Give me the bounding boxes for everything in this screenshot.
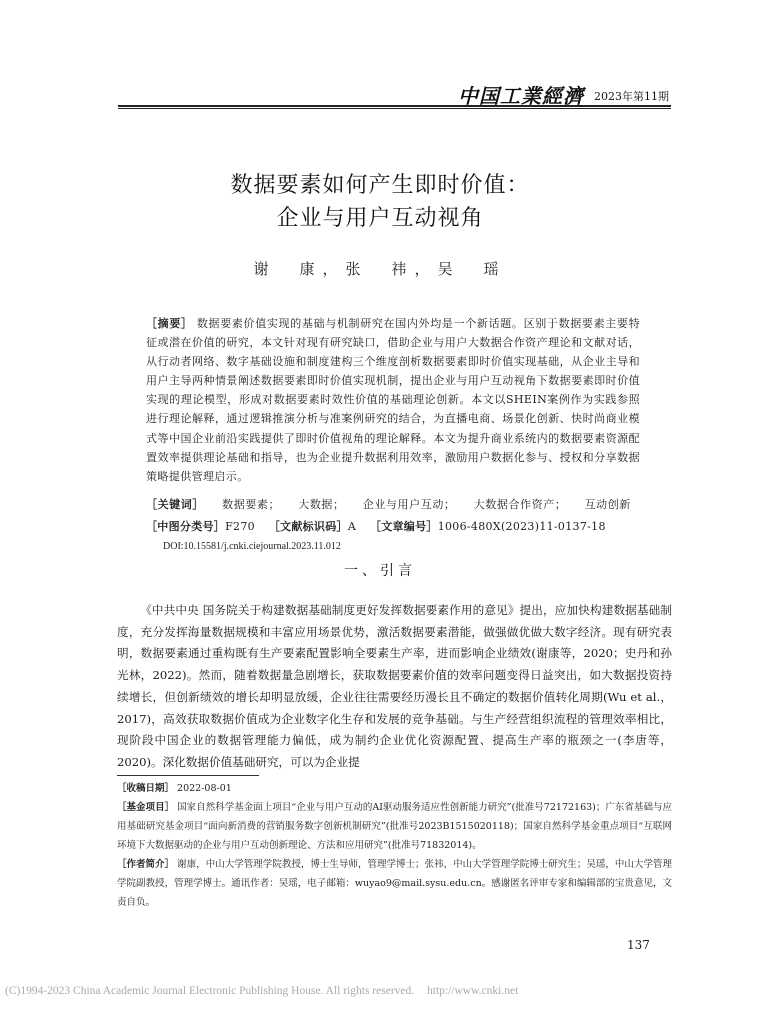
header-rule-thin: [118, 108, 671, 109]
clc-label: ［中图分类号］: [146, 520, 226, 533]
page-number: 137: [627, 938, 650, 952]
footnote-author: [117, 856, 672, 912]
title-line-1: 数据要素如何产生即时价值：: [230, 173, 530, 198]
journal-logo: 中国工業經濟: [458, 84, 584, 108]
issue-label: 2023年第11期: [594, 90, 669, 103]
clc-value: F270: [225, 520, 255, 533]
footnote-rule: [117, 775, 259, 776]
keyword-item: 大数据合作资产；: [473, 498, 567, 511]
received-label: ［收稿日期］: [117, 783, 175, 794]
keyword-item: 企业与用户互动；: [362, 498, 456, 511]
keywords: [146, 496, 631, 512]
abstract-text: 数据要素价值实现的基础与机制研究在国内外均是一个新话题。区别于数据要素主要特征或潜在价值的研究，本文针对现有研究缺口，借助企业与用户大数据合作资产理论和文献对话，从行动者网络、数字基础设施和制度建构三个维度剖析数据要素即时价值实现基础，从企业主导和用户主导两种情景阐述数据要素即时价值实现机制，提出企业与用户互动视角下数据要素即时价值实现的理论模型，形成对数据要素时效性价值的基础理论创新。本文以SHEIN案例作为实践参照进行理论解释，通过逻辑推演分析与准案例研究的结合，为直播电商、场景化创新、快时尚商业模式等中国企业前沿实践提供了即时价值视角的理论解释。本文为提升商业系统内的数据要素资源配置效率提供理论基础和指导，也为企业提升数据利用效率，激励用户数据化参与、授权和分享数据策略提供管理启示。: [146, 317, 640, 483]
abstract: [146, 314, 640, 486]
body-paragraph: 《中共中央 国务院关于构建数据基础制度更好发挥数据要素作用的意见》提出，应加快构建数据基础制度，充分发挥海量数据规模和丰富应用场景优势，激活数据要素潜能，做强做优做大数字经济。现有研究表明，数据要素通过重构既有生产要素配置影响全要素生产率，进而影响企业绩效(谢康等，2020；史丹和孙光林，2022)。然而，随着数据量急剧增长，获取数据要素价值的效率问题变得日益突出，如大数据投资持续增长，但创新绩效的增长却明显放缓，企业往往需要经历漫长且不确定的数据价值转化周期(Wu et al.，2017)，高效获取数据价值成为企业数字化生存和发展的竞争基础。与生产经营组织流程的管理效率相比，现阶段中国企业的数据管理能力偏低，成为制约企业优化资源配置、提高生产率的瓶颈之一(李唐等，2020)。深化数据价值基础研究，可以为企业提: [117, 603, 672, 769]
section-heading: 一、引言: [344, 563, 416, 579]
classification-line: [146, 518, 606, 534]
copyright-text: (C)1994-2023 China Academic Journal Electronic Publishing House. All rights reserved.: [5, 985, 415, 997]
header-rule: [118, 105, 671, 107]
footer-url-link[interactable]: http://www.cnki.net: [427, 985, 519, 997]
article-number-label: ［文章编号］: [369, 520, 438, 533]
author-bio-label: ［作者简介］: [117, 859, 175, 870]
received-value: 2022-08-01: [177, 783, 232, 794]
authors: 谢 康，张 祎，吴 瑶: [253, 260, 507, 278]
doi[interactable]: DOI:10.15581/j.cnki.ciejournal.2023.11.012: [163, 541, 341, 552]
footnote-fund: [117, 799, 672, 855]
doc-code-value: A: [347, 520, 357, 533]
doc-code-label: ［文献标识码］: [268, 520, 348, 533]
abstract-label: ［摘要］: [146, 317, 193, 330]
author-bio-value: 谢康，中山大学管理学院教授，博士生导师，管理学博士；张祎，中山大学管理学院博士研究生；吴瑶，中山大学管理学院副教授，管理学博士。通讯作者：吴瑶，电子邮箱：wuyao9@mail.sysu.edu.cn。感谢匿名评审专家和编辑部的宝贵意见，文责自负。: [117, 859, 672, 908]
keyword-item: 数据要素；: [222, 498, 281, 511]
fund-value: 国家自然科学基金面上项目“企业与用户互动的AI驱动服务适应性创新能力研究”(批准号72172163)；广东省基础与应用基础研究基金项目“面向新消费的营销服务数字创新机制研究”(批准号2023B1515020118)；国家自然科学基金重点项目“互联网环境下大数据驱动的企业与用户互动创新理论、方法和应用研究”(批准号71832014)。: [117, 802, 672, 851]
footnote-received: [117, 780, 672, 799]
keywords-label: ［关键词］: [146, 498, 204, 511]
keyword-item: 互动创新: [584, 498, 631, 511]
fund-label: ［基金项目］: [117, 802, 175, 813]
keyword-item: 大数据；: [298, 498, 345, 511]
copyright-footer: [5, 985, 755, 997]
article-number-value: 1006-480X(2023)11-0137-18: [437, 520, 606, 533]
title-line-2: 企业与用户互动视角: [276, 206, 484, 231]
